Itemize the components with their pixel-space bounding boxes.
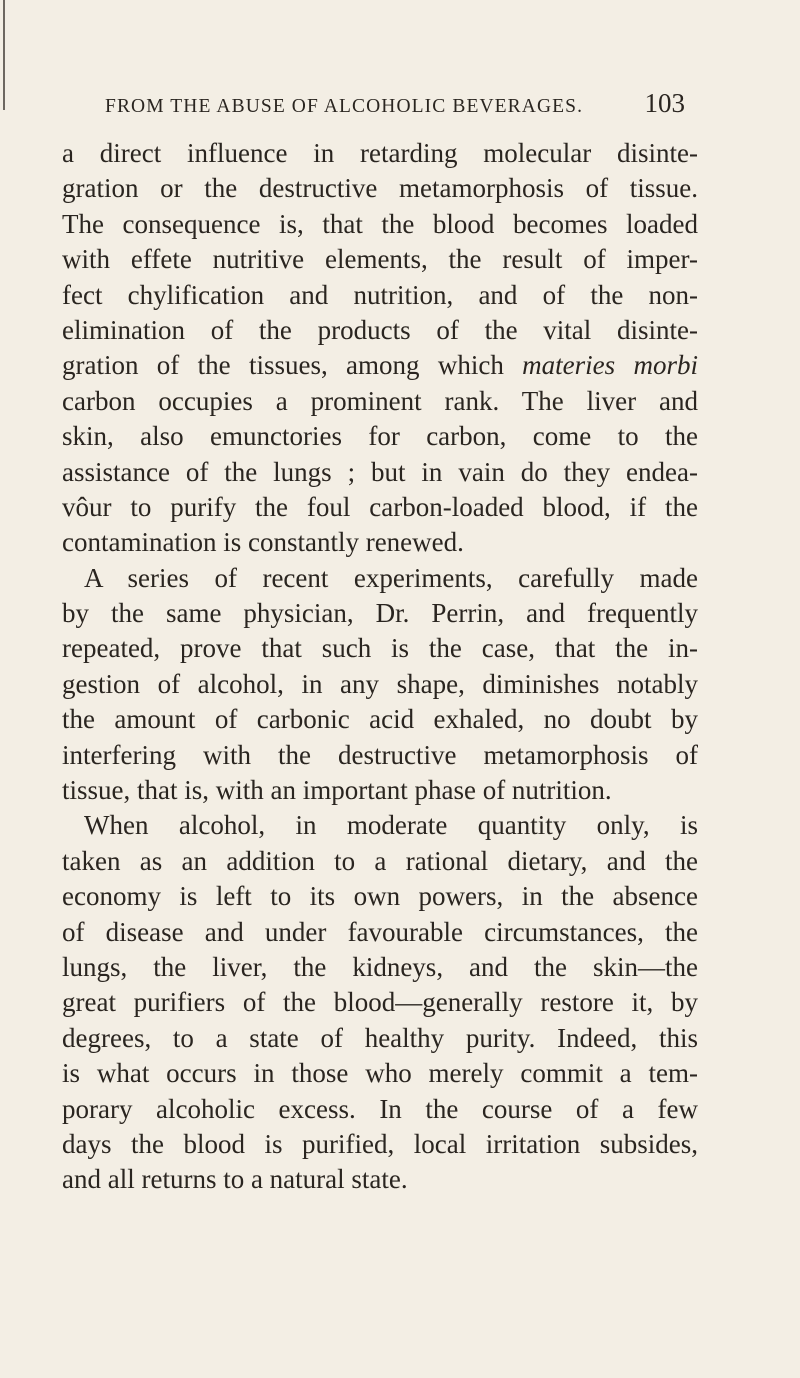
text-line: The consequence is, that the blood becomes loaded bbox=[62, 208, 698, 239]
text-line: of disease and under favourable circumstances, the bbox=[62, 916, 698, 947]
text-line: assistance of the lungs ; but in vain do they endea- bbox=[62, 456, 698, 487]
text-run: gration of the tissues, among which bbox=[62, 350, 523, 381]
text-line: repeated, prove that such is the case, that the in- bbox=[62, 633, 698, 664]
text-line: porary alcoholic excess. In the course of a few bbox=[62, 1093, 698, 1124]
text-line: days the blood is purified, local irritation subsides, bbox=[62, 1128, 698, 1159]
text-line: skin, also emunctories for carbon, come to the bbox=[62, 421, 698, 452]
text-line bbox=[62, 348, 698, 383]
paragraph-start-line: When alcohol, in moderate quantity only, is bbox=[84, 810, 698, 841]
binding-edge-line bbox=[3, 0, 5, 110]
paragraph-end-line: tissue, that is, with an important phase of nutrition. bbox=[62, 775, 612, 806]
text-line: vôur to purify the foul carbon-loaded blood, if the bbox=[62, 491, 698, 522]
text-line: gestion of alcohol, in any shape, diminishes notably bbox=[62, 668, 698, 699]
paragraph-start-line: A series of recent experiments, carefully made bbox=[84, 562, 698, 593]
running-title: FROM THE ABUSE OF ALCOHOLIC BEVERAGES. bbox=[105, 96, 584, 117]
running-header bbox=[105, 88, 685, 124]
text-line: carbon occupies a prominent rank. The liver and bbox=[62, 385, 698, 416]
text-line: the amount of carbonic acid exhaled, no doubt by bbox=[62, 704, 698, 735]
text-line: interfering with the destructive metamorphosis of bbox=[62, 739, 698, 770]
paragraph-end-line: and all returns to a natural state. bbox=[62, 1164, 408, 1195]
text-line: is what occurs in those who merely commit a tem- bbox=[62, 1058, 698, 1089]
text-line: gration or the destructive metamorphosis of tissue. bbox=[62, 173, 698, 204]
text-line: a direct influence in retarding molecular disinte- bbox=[62, 138, 698, 168]
text-line: taken as an addition to a rational dietary, and the bbox=[62, 845, 698, 876]
text-line: degrees, to a state of healthy purity. Indeed, this bbox=[62, 1022, 698, 1053]
text-line: great purifiers of the blood—generally restore it, by bbox=[62, 987, 698, 1018]
page-number: 103 bbox=[644, 88, 685, 118]
text-line: with effete nutritive elements, the result of imper- bbox=[62, 244, 698, 275]
paragraph-end-line: contamination is constantly renewed. bbox=[62, 527, 464, 558]
latin-term: materies morbi bbox=[522, 350, 698, 381]
text-line: fect chylification and nutrition, and of the non- bbox=[62, 279, 698, 310]
body-text bbox=[62, 136, 698, 1198]
text-line: economy is left to its own powers, in the absence bbox=[62, 881, 698, 912]
text-line: lungs, the liver, the kidneys, and the skin—the bbox=[62, 951, 698, 982]
text-line: elimination of the products of the vital disinte- bbox=[62, 314, 698, 345]
text-line: by the same physician, Dr. Perrin, and frequently bbox=[62, 598, 698, 629]
